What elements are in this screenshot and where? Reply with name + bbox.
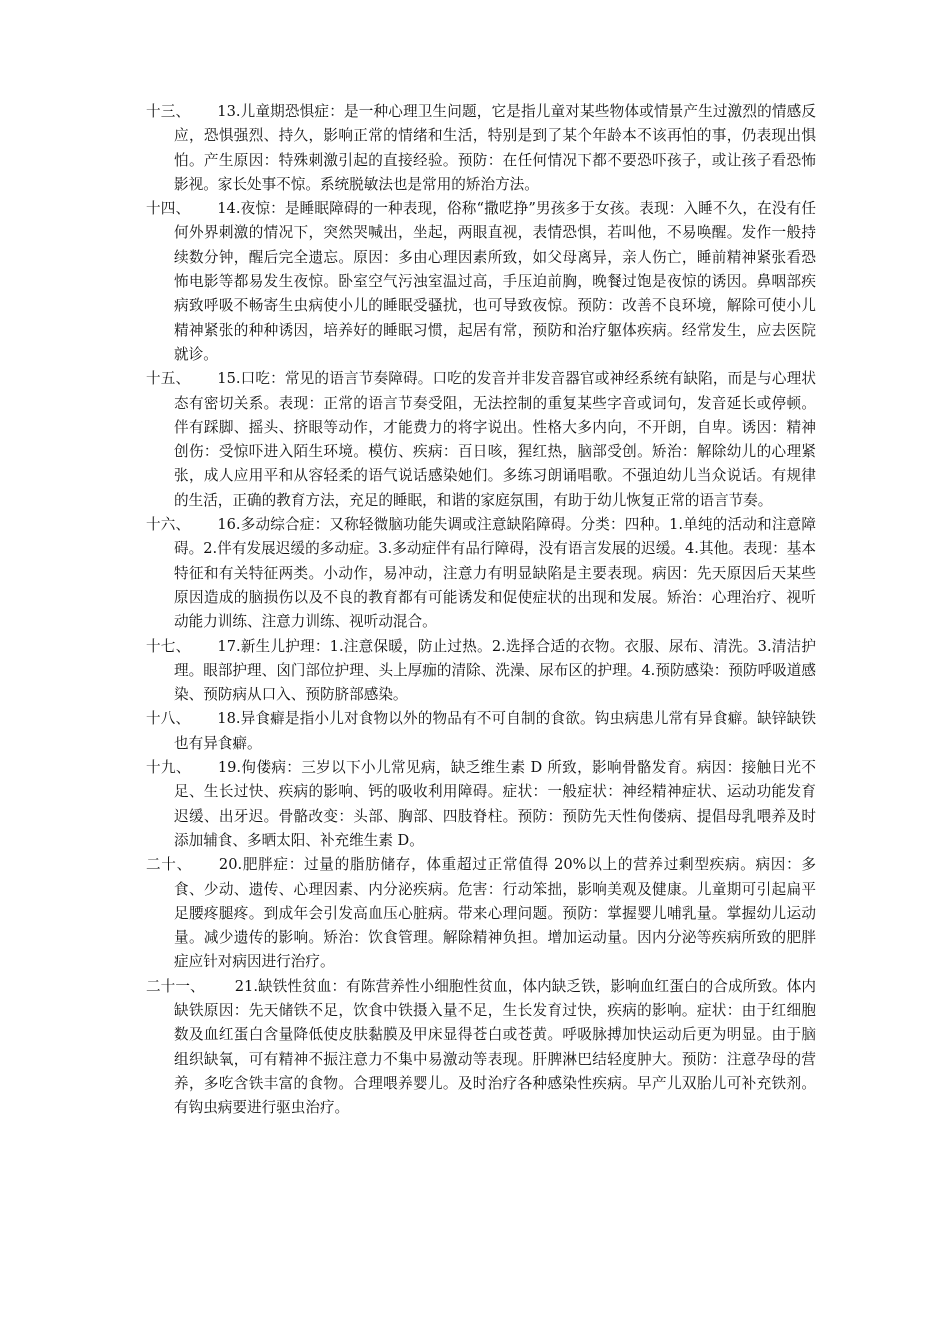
list-item (146, 513, 816, 634)
item-prefix: 十八、 (146, 710, 191, 728)
item-prefix: 二十、 (146, 856, 192, 874)
item-text: 19.佝偻病：三岁以下小儿常见病，缺乏维生素 D 所致，影响骨骼发育。病因：接触日光不足、生长过快、疾病的影响、钙的吸收利用障碍。症状：一般症状：神经精神症状、运动功能发育迟缓、出牙迟。骨骼改变：头部、胸部、四肢脊柱。预防：预防先天性佝偻病、提倡母乳喂养及时添加辅食、多晒太阳、补充维生素 D。 (174, 759, 816, 849)
item-prefix: 十五、 (146, 370, 191, 388)
item-prefix: 十六、 (146, 516, 191, 534)
item-prefix: 十三、 (146, 103, 191, 120)
item-text: 17.新生儿护理：1.注意保暖，防止过热。2.选择合适的衣物。衣服、尿布、清洗。3.清洁护理。眼部护理、囟门部位护理、头上厚痂的清除、洗澡、尿布区的护理。4.预防感染：预防呼吸道感染、预防病从口入、预防脐部感染。 (174, 637, 816, 704)
item-text: 14.夜惊：是睡眠障碍的一种表现，俗称“撒呓挣”男孩多于女孩。表现：入睡不久，在没有任何外界刺激的情况下，突然哭喊出，坐起，两眼直视，表情恐惧，若叫他，不易唤醒。发作一般持续数分钟，醒后完全遗忘。原因：多由心理因素所致，如父母离异，亲人伤亡，睡前精神紧张看恐怖电影等都易发生夜惊。卧室空气污浊室温过高，手压迫前胸，晚餐过饱是夜惊的诱因。鼻咽部疾病致呼吸不畅寄生虫病使小儿的睡眠受骚扰，也可导致夜惊。预防：改善不良环境，解除可使小儿精神紧张的种种诱因，培养好的睡眠习惯，起居有常，预防和治疗躯体疾病。经常发生，应去医院就诊。 (174, 200, 816, 363)
list-item (146, 367, 816, 513)
document-body (146, 100, 816, 1120)
item-prefix: 二十一、 (146, 977, 205, 995)
item-prefix: 十四、 (146, 200, 191, 218)
item-text: 20.肥胖症：过量的脂肪储存，体重超过正常值得 20%以上的营养过剩型疾病。病因：多食、少动、遗传、心理因素、内分泌疾病。危害：行动笨拙，影响美观及健康。儿童期可引起扁平足腰疼腿疼。到成年会引发高血压心脏病。带来心理问题。预防：掌握婴儿哺乳量。掌握幼儿运动量。减少遗传的影响。矫治：饮食管理。解除精神负担。增加运动量。因内分泌等疾病所致的肥胖症应针对病因进行治疗。 (174, 856, 816, 971)
item-prefix: 十七、 (146, 637, 191, 655)
list-item (146, 707, 816, 756)
item-text: 15.口吃：常见的语言节奏障碍。口吃的发音并非发音器官或神经系统有缺陷，而是与心理状态有密切关系。表现：正常的语言节奏受阻，无法控制的重复某些字音或词句，发音延长或停顿。伴有踩脚、摇头、挤眼等动作，才能费力的将字说出。性格大多内向，不开朗，自卑。诱因：精神创伤：受惊吓进入陌生环境。模仿、疾病：百日咳，猩红热，脑部受创。矫治：解除幼儿的心理紧张，成人应用平和从容轻柔的语气说话感染她们。多练习朗诵唱歌。不强迫幼儿当众说话。有规律的生活，正确的教育方法，充足的睡眠，和谐的家庭氛围，有助于幼儿恢复正常的语言节奏。 (174, 370, 816, 509)
list-item (146, 635, 816, 708)
item-text: 21.缺铁性贫血：有陈营养性小细胞性贫血，体内缺乏铁，影响血红蛋白的合成所致。体内缺铁原因：先天储铁不足，饮食中铁摄入量不足，生长发育过快，疾病的影响。症状：由于红细胞数及血红蛋白含量降低使皮肤黏膜及甲床显得苍白或苍黄。呼吸脉搏加快运动后更为明显。由于脑组织缺氧，可有精神不振注意力不集中易激动等表现。肝脾淋巴结轻度肿大。预防：注意孕母的营养，多吃含铁丰富的食物。合理喂养婴儿。及时治疗各种感染性疾病。早产儿双胎儿可补充铁剂。有钩虫病要进行驱虫治疗。 (174, 977, 816, 1117)
list-item (146, 853, 816, 974)
list-item (146, 975, 816, 1121)
item-prefix: 十九、 (146, 759, 191, 777)
item-text: 13.儿童期恐惧症：是一种心理卫生问题，它是指儿童对某些物体或情景产生过激烈的情感反应，恐惧强烈、持久，影响正常的情绪和生活，特别是到了某个年龄本不该再怕的事，仍表现出惧怕。产生原因：特殊刺激引起的直接经验。预防：在任何情况下都不要恐吓孩子，或让孩子看恐怖影视。家长处事不惊。系统脱敏法也是常用的矫治方法。 (174, 103, 816, 193)
item-text: 16.多动综合症：又称轻微脑功能失调或注意缺陷障碍。分类：四种。1.单纯的活动和注意障碍。2.伴有发展迟缓的多动症。3.多动症伴有品行障碍，没有语言发展的迟缓。4.其他。表现：基本特征和有关特征两类。小动作，易冲动，注意力有明显缺陷是主要表现。病因：先天原因后天某些原因造成的脑损伤以及不良的教育都有可能诱发和促使症状的出现和发展。矫治：心理治疗、视听动能力训练、注意力训练、视听动混合。 (174, 516, 816, 631)
list-item (146, 197, 816, 367)
item-text: 18.异食癖是指小儿对食物以外的物品有不可自制的食欲。钩虫病患儿常有异食癖。缺锌缺铁也有异食癖。 (174, 710, 816, 752)
list-item (146, 100, 816, 197)
list-item (146, 756, 816, 853)
